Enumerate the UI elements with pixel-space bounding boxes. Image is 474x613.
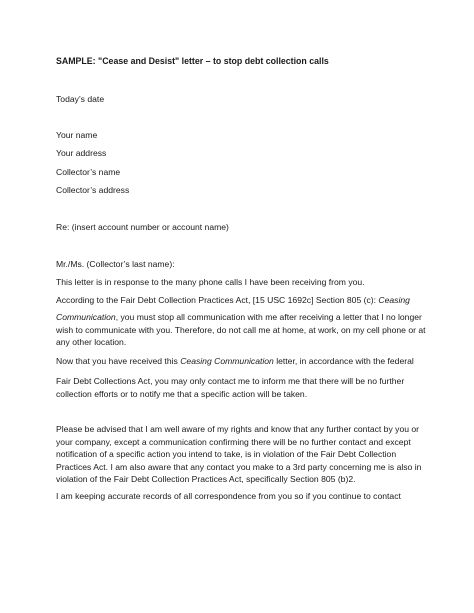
p2-rest: , you must stop all communication with me after receiving a letter that I no longer wish to communicate with you. Therefore, do not call me at home, at work, on my cell phone or at any other location. [56,312,426,347]
paragraph-3 [56,356,414,367]
document-title: SAMPLE: "Cease and Desist" letter – to stop debt collection calls [56,56,329,66]
p3-tail: letter, in accordance with the federal [273,356,414,366]
re-line: Re: (insert account number or account name) [56,222,229,232]
paragraph-2-body [56,311,428,349]
p2-lead: According to the Fair Debt Collection Practices Act, [15 USC 1692c] Section 805 (c): [56,295,379,305]
paragraph-5: Please be advised that I am well aware of my rights and know that any further contact by you or your company, except a communication confirming there will be no further contact and except notification of a specific action you intend to take, is in violation of the Fair Debt Collection Practices Act. I am also aware that any contact you make to a 3rd party concerning me is also in violation of the Fair Debt Collection Practices Act, specifically Section 805 (b)2. [56,424,422,484]
salutation: Mr./Ms. (Collector’s last name): [56,259,175,269]
recipient-name: Collector’s name [56,167,121,177]
p3-lead: Now that you have received this [56,356,181,366]
paragraph-4: Fair Debt Collections Act, you may only contact me to inform me that there will be no further collection efforts or to notify me that a specific action will be taken. [56,376,405,399]
p3-italic: Ceasing Communication [180,356,274,366]
paragraph-1: This letter is in response to the many phone calls I have been receiving from you. [56,277,365,287]
p2-italic-ceasing: Ceasing [378,295,410,305]
p2-italic-communication: Communication [56,312,116,322]
paragraph-6: I am keeping accurate records of all correspondence from you so if you continue to contact [56,491,401,501]
sender-name: Your name [56,130,98,140]
sender-address: Your address [56,148,107,158]
paragraph-2-line-1 [56,295,410,306]
recipient-address: Collector’s address [56,185,130,195]
date-line: Today’s date [56,94,105,104]
